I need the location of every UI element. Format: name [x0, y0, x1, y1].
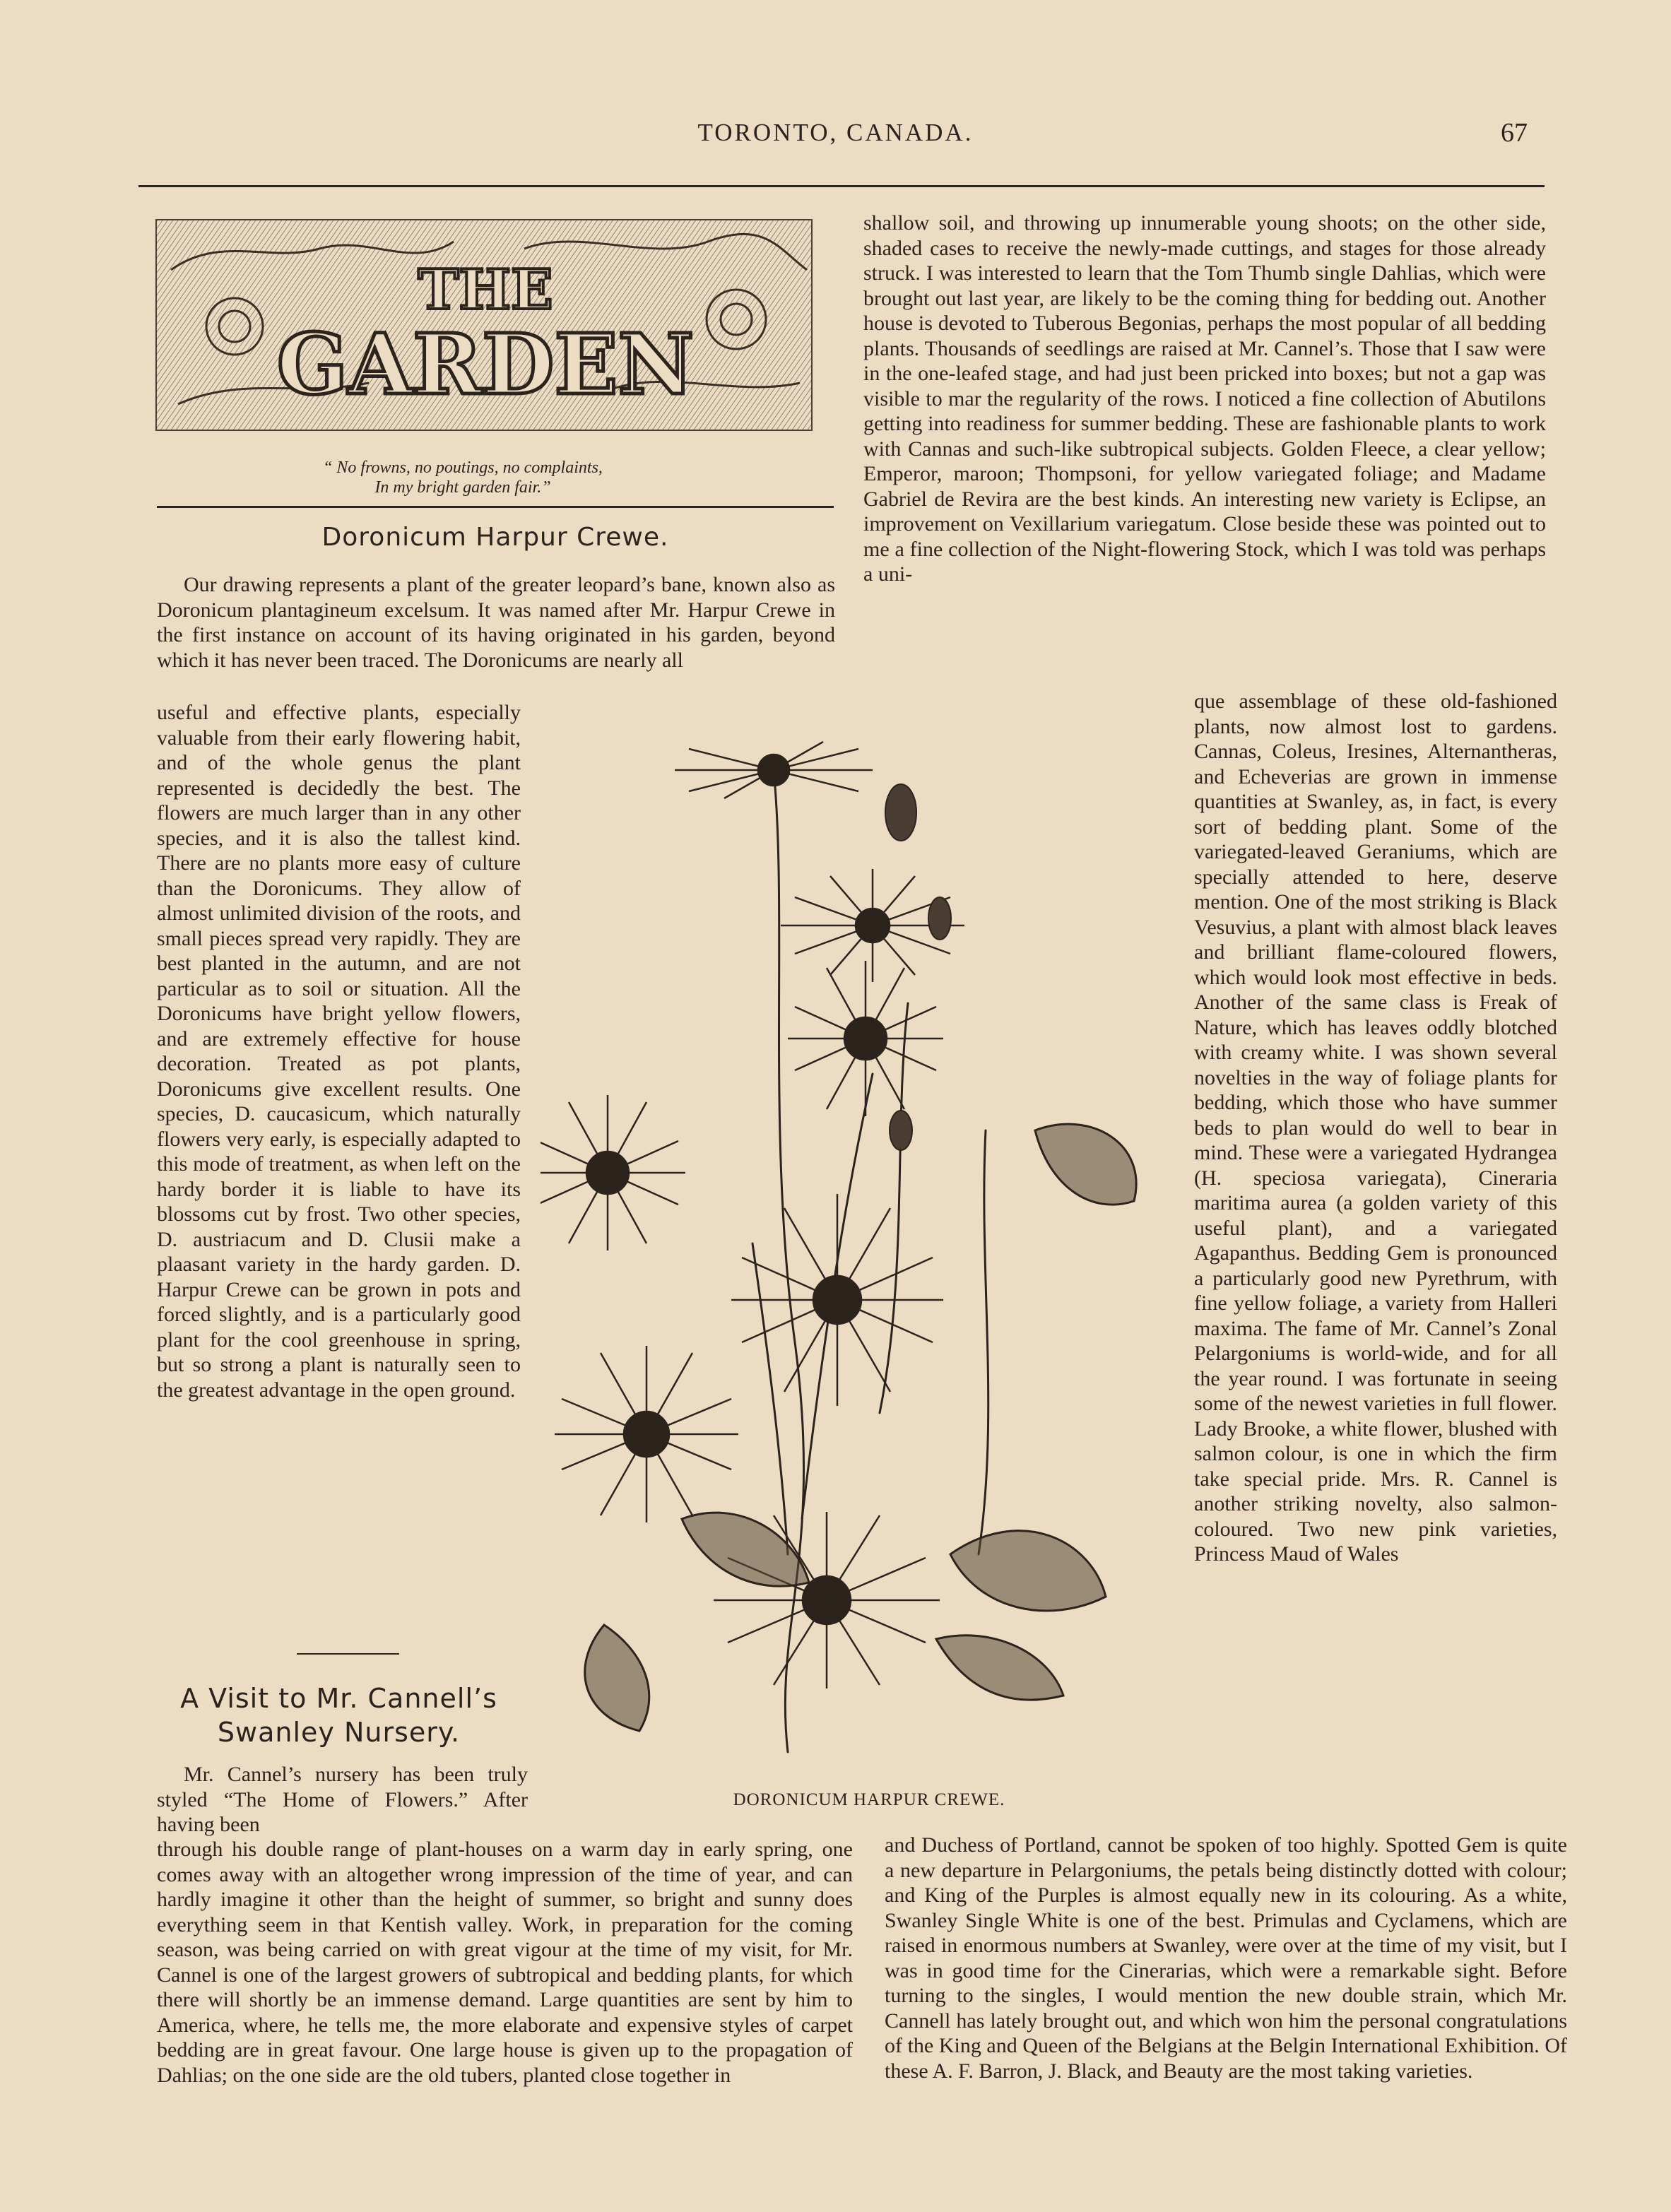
masthead-word-the: THE — [418, 258, 553, 322]
flower-head — [788, 961, 943, 1116]
flower-head — [731, 1194, 943, 1406]
flower-engraving — [541, 706, 1191, 1780]
flower-head — [555, 1346, 738, 1522]
flower-bud — [928, 897, 951, 940]
article2-title-line1: A Visit to Mr. Cannell’s — [180, 1683, 497, 1714]
motto-line-2: In my bright garden fair.” — [374, 478, 551, 497]
article-divider — [297, 1653, 399, 1655]
figure-caption: DORONICUM HARPUR CREWE. — [733, 1790, 1005, 1809]
article2-title — [157, 1681, 521, 1749]
leaf — [682, 1513, 809, 1586]
article2-body-right-bottom: and Duchess of Portland, cannot be spoken of too highly. Spotted Gem is quite a new departure in Pelargoniums, the petals being distinctly dotted with colour; and King of the Purples is almost equally new in its colouring. As a white, Swanley Single White is one of the best. Primulas and Cyclamens, which are raised in enormous numbers at Swanley, were over at the time of my visit, but I was in good time for the Cinerarias, which were a remarkable sight. Before turning to the singles, I would mention the new double strain, which Mr. Cannell has lately brought out, and which won him the personal congratulations of the King and Queen of the Belgians at the Belgin International Exhibition. Of these A. F. Barron, J. Black, and Beauty are the most taking varieties. — [885, 1833, 1567, 2083]
flower-head — [675, 742, 873, 798]
leaf — [950, 1531, 1106, 1611]
garden-masthead — [155, 219, 813, 431]
flower-bud — [890, 1111, 912, 1150]
leaf — [585, 1625, 649, 1731]
article2-title-line2: Swanley Nursery. — [217, 1717, 461, 1748]
masthead-engraving — [157, 220, 813, 431]
header-rule — [138, 185, 1545, 187]
page-number: 67 — [1501, 118, 1528, 148]
article2-intro: Mr. Cannel’s nursery has been truly styled “The Home of Flowers.” After having been — [157, 1763, 528, 1836]
motto-line-1: “ No frowns, no poutings, no complaints, — [323, 459, 603, 477]
leaf — [936, 1636, 1063, 1700]
article1-body: useful and effective plants, especially valuable from their early flowering habit, and of the whole genus the plant represented is decidedly the best. The flowers are much larger than in any other species, and it is also the tallest kind. There are no plants more easy of culture than the Doronicums. They allow of almost unlimited division of the roots, and small pieces spread very rapidly. They are best planted in the autumn, and are not particular as to soil or situation. All the Doronicums have bright yellow flowers, and are extremely effective for house decoration. Treated as pot plants, Doronicums give excellent results. One species, D. caucasicum, which naturally flowers very early, is especially adapted to this mode of treatment, as when left on the hardy border it is liable to have its blossoms cut by frost. Two other species, D. austriacum and D. Clusii make a plaasant variety in the hardy garden. D. Harpur Crewe can be grown in pots and forced slightly, and is a particularly good plant for the cool greenhouse in spring, but so strong a plant is naturally seen to the greatest advantage in the open ground. — [157, 701, 521, 1402]
flower-bud — [885, 784, 916, 841]
running-title: TORONTO, CANADA. — [697, 119, 974, 146]
article1-title: Doronicum Harpur Crewe. — [321, 523, 669, 552]
article2-body-left: through his double range of plant-houses on a warm day in early spring, one comes away with an altogether wrong impression of the time of year, and can hardly imagine it other than the height of summer, so bright and sunny does everything seem in that Kentish valley. Work, in preparation for the coming season, was being carried on with great vigour at the time of my visit, for Mr. Cannel is one of the largest growers of subtropical and bedding plants, for which there will shortly be an immense demand. Large quantities are sent by him to America, where, he tells me, the more elaborate and expensive styles of carpet bedding are in great favour. One large house is given up to the propagation of Dahlias; on the one side are the old tubers, planted close together in — [157, 1838, 853, 2087]
article2-body-right-top: shallow soil, and throwing up innumerable young shoots; on the other side, shaded cases to receive the newly-made cuttings, and stages for those already struck. I was interested to learn that the Tom Thumb single Dahlias, which were brought out last year, are likely to be the coming thing for bedding out. Another house is devoted to Tuberous Begonias, perhaps the most popular of all bedding plants. Thousands of seedlings are raised at Mr. Cannel’s. Those that I saw were in the one-leafed stage, and had just been pricked into boxes; but not a gap was visible to mar the regularity of the rows. I noticed a fine collection of Abutilons getting into readiness for summer bedding. These are fashionable plants to work with Cannas and such-like subtropical subjects. Golden Fleece, a clear yellow; Emperor, maroon; Thompsoni, for yellow variegated foliage; and Madame Gabriel de Revira are the best kinds. An interesting new variety is Eclipse, an improvement on Vexillarium variegatum. Close beside these was pointed out to me a fine collection of the Night-flowering Stock, which I was told was perhaps a uni- — [863, 211, 1546, 586]
masthead-word-garden: GARDEN — [276, 315, 695, 413]
masthead-motto — [251, 458, 675, 497]
leaf — [1035, 1124, 1136, 1205]
section-rule — [157, 506, 834, 508]
doronicum-illustration — [541, 706, 1191, 1780]
flower-head — [541, 1095, 685, 1250]
article2-body-right-narrow: que assemblage of these old-fashioned plants, now almost lost to gardens. Cannas, Coleus, Iresines, Alternantheras, and Echeverias are grown in immense quantities at Swanley, as, in fact, is every sort of bedding plant. Some of the variegated-leaved Geraniums, which are specially attended to here, deserve mention. One of the most striking is Black Vesuvius, a plant with almost black leaves and brilliant flame-coloured flowers, which would look most effective in beds. Another of the same class is Freak of Nature, which has leaves oddly blotched with creamy white. I was shown several novelties in the way of foliage plants for bedding, which those who have summer beds to plan would do well to bear in mind. These were a variegated Hydrangea (H. speciosa variegata), Cineraria maritima aurea (a golden variety of this useful plant), and a variegated Agapanthus. Bedding Gem is pronounced a particularly good new Pyrethrum, with fine yellow foliage, a variety from Halleri maxima. The fame of Mr. Cannel’s Zonal Pelargoniums is world-wide, and for all the year round. I was fortunate in seeing some of the newest varieties in full flower. Lady Brooke, a white flower, blushed with salmon colour, is one in which the firm take special pride. Mrs. R. Cannel is another striking novelty, also salmon-coloured. Two new pink varieties, Princess Maud of Wales — [1194, 690, 1557, 1566]
article1-intro: Our drawing represents a plant of the greater leopard’s bane, known also as Doronicum plantagineum excelsum. It was named after Mr. Harpur Crewe in the first instance on account of its having originated in his garden, beyond which it has never been traced. The Doronicums are nearly all — [157, 573, 835, 672]
